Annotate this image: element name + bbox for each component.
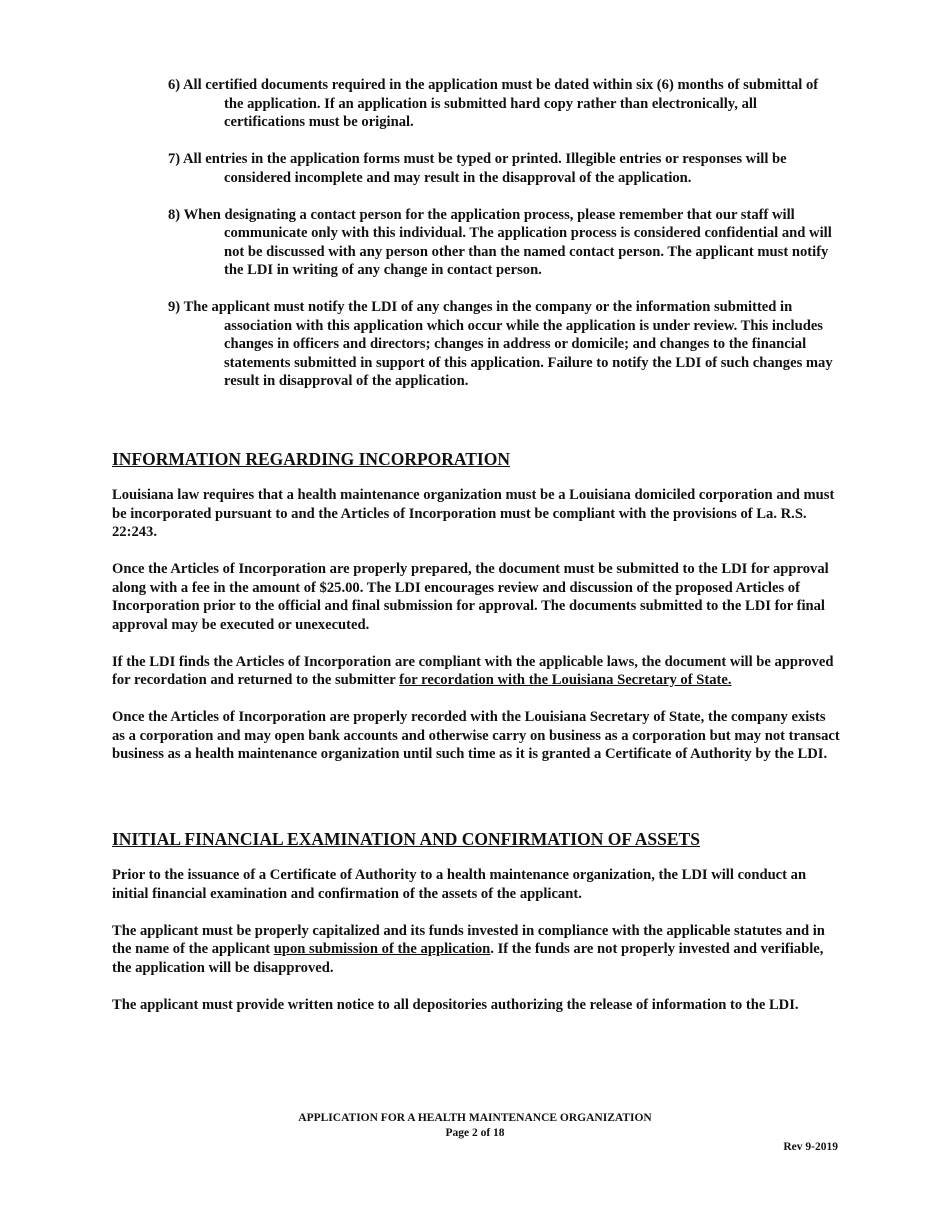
incorporation-heading: INFORMATION REGARDING INCORPORATION (112, 449, 510, 469)
examination-section (112, 828, 840, 1033)
incorporation-paragraph-4: Once the Articles of Incorporation are properly recorded with the Louisiana Secretary of State, the company exists as a corporation and may open bank accounts and otherwise carry on business as a corporation but may not transact business as a health maintenance organization until such time as it is granted a Certificate of Authority by the LDI. (112, 709, 840, 762)
item-text: All certified documents required in the application must be dated within six (6) months of submittal of the application. If an application is submitted hard copy rather than electronically, all certifications must be original. (183, 77, 819, 130)
incorporation-paragraph-1: Louisiana law requires that a health maintenance organization must be a Louisiana domiciled corporation and must be incorporated pursuant to and the Articles of Incorporation must be compliant with the provisions of La. R.S. 22:243. (112, 487, 835, 540)
examination-paragraph-3: The applicant must provide written notice to all depositories authorizing the release of information to the LDI. (112, 996, 799, 1013)
revision-label: Rev 9-2019 (783, 1141, 838, 1153)
incorporation-section (112, 448, 840, 782)
paragraph-text: If the LDI finds the Articles of Incorporation are compliant with the applicable laws, the document will be approved for recordation and returned to the submitter (112, 653, 834, 688)
item-text: The applicant must notify the LDI of any changes in the company or the information submitted in association with this application which occur while the application is under review. This includes changes in officers and directors; changes in address or domicile; and changes to the financial statements submitted in support of this application. Failure to notify the LDI of such changes may result in disapproval of the application. (183, 299, 833, 389)
list-item-7 (168, 150, 838, 187)
examination-paragraph-2 (112, 922, 840, 978)
list-item-9 (168, 298, 838, 391)
examination-heading: INITIAL FINANCIAL EXAMINATION AND CONFIRMATION OF ASSETS (112, 829, 700, 849)
item-number: 6) (168, 77, 181, 93)
page-number: Page 2 of 18 (445, 1127, 505, 1139)
paragraph-text: . If the funds are not properly invested and verifiable, the application will be disapproved. (112, 941, 824, 976)
item-text: When designating a contact person for the application process, please remember that our staff will communicate only with this individual. The application process is considered confidential and will not be discussed with any person other than the named contact person. The applicant must notify the LDI in writing of any change in contact person. (183, 206, 832, 278)
page-footer (0, 1111, 950, 1141)
list-item-6 (168, 76, 838, 132)
list-item-8 (168, 206, 838, 280)
footer-title: APPLICATION FOR A HEALTH MAINTENANCE ORGANIZATION (298, 1112, 652, 1124)
incorporation-paragraph-3 (112, 653, 840, 690)
underlined-text: upon submission of the application (273, 941, 491, 957)
item-number: 8) (168, 206, 181, 223)
underlined-text: for recordation with the Louisiana Secretary of State. (399, 672, 732, 688)
paragraph-text: The applicant must be properly capitalized and its funds invested in compliance with the applicable statutes and in the name of the applicant (112, 922, 825, 957)
examination-paragraph-1: Prior to the issuance of a Certificate of Authority to a health maintenance organization, the LDI will conduct an initial financial examination and confirmation of the assets of the applicant. (112, 867, 807, 902)
incorporation-paragraph-2: Once the Articles of Incorporation are properly prepared, the document must be submitted to the LDI for approval along with a fee in the amount of $25.00. The LDI encourages review and discussion of the proposed Articles of Incorporation prior to the official and final submission for approval. The documents submitted to the LDI for final approval may be executed or unexecuted. (112, 561, 829, 633)
item-number: 9) (168, 299, 181, 315)
item-text: All entries in the application forms must be typed or printed. Illegible entries or responses will be considered incomplete and may result in the disapproval of the application. (183, 151, 787, 186)
numbered-requirements-list (168, 76, 838, 409)
item-number: 7) (168, 151, 181, 167)
